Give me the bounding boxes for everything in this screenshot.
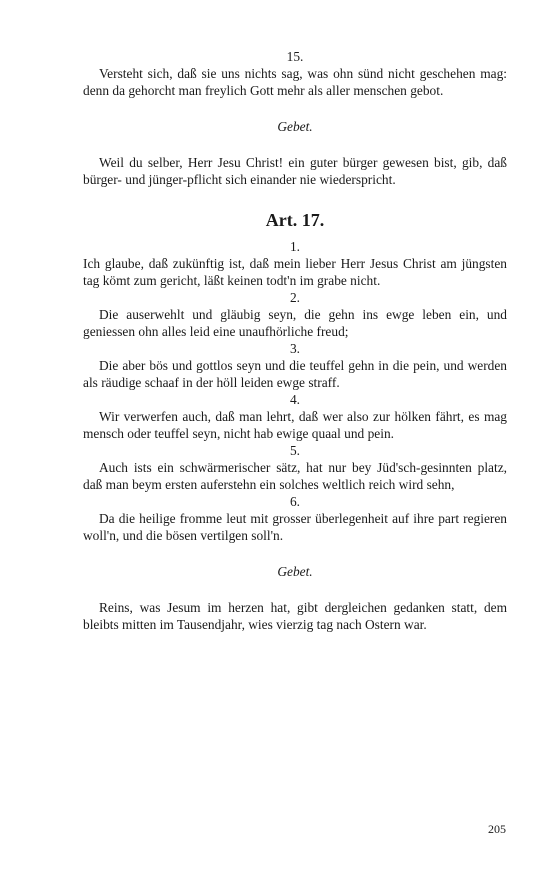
page-number: 205 (488, 822, 506, 836)
item-paragraph: Die auserwehlt und gläubig seyn, die gehn ins ewge leben ein, und geniessen ohn alles leid eine unaufhörliche freud; (83, 307, 507, 339)
section-number: 15. (286, 49, 304, 64)
item-number: 3. (289, 341, 301, 356)
item-paragraph: Wir verwerfen auch, daß man lehrt, daß wer also zur hölken fährt, es mag mensch oder teuffel seyn, nicht hab ewige quaal und pein. (83, 409, 507, 441)
item-number: 1. (289, 239, 301, 254)
article-heading: Art. 17. (265, 210, 325, 230)
item-paragraph: Da die heilige fromme leut mit grosser überlegenheit auf ihre part regieren woll'n, und die bösen vertilgen soll'n. (83, 511, 507, 543)
prayer-heading: Gebet. (277, 564, 313, 579)
item-number: 4. (289, 392, 301, 407)
prayer-heading: Gebet. (277, 119, 313, 134)
item-paragraph: Auch ists ein schwärmerischer sätz, hat nur bey Jüd'sch-gesinnten platz, daß man beym ersten auferstehn ein solches weltlich reich wird sehn, (83, 460, 507, 492)
prayer-paragraph: Weil du selber, Herr Jesu Christ! ein guter bürger gewesen bist, gib, daß bürger- und jünger-pflicht sich einander nie wiederspricht. (83, 155, 507, 187)
prayer-paragraph: Reins, was Jesum im herzen hat, gibt dergleichen gedanken statt, dem bleibts mitten im Tausendjahr, wies vierzig tag nach Ostern war. (83, 600, 507, 632)
item-number: 6. (289, 494, 301, 509)
item-number: 5. (289, 443, 301, 458)
item-number: 2. (289, 290, 301, 305)
paragraph: Versteht sich, daß sie uns nichts sag, was ohn sünd nicht geschehen mag: denn da gehorcht man freylich Gott mehr als aller menschen gebot. (83, 66, 507, 98)
item-paragraph: Die aber bös und gottlos seyn und die teuffel gehn in die pein, und werden als räudige schaaf in der höll leiden ewge straff. (83, 358, 507, 390)
page-body (83, 48, 507, 633)
item-paragraph: Ich glaube, daß zukünftig ist, daß mein lieber Herr Jesus Christ am jüngsten tag kömt zum gericht, läßt keinen todt'n im grabe nicht. (83, 256, 507, 288)
